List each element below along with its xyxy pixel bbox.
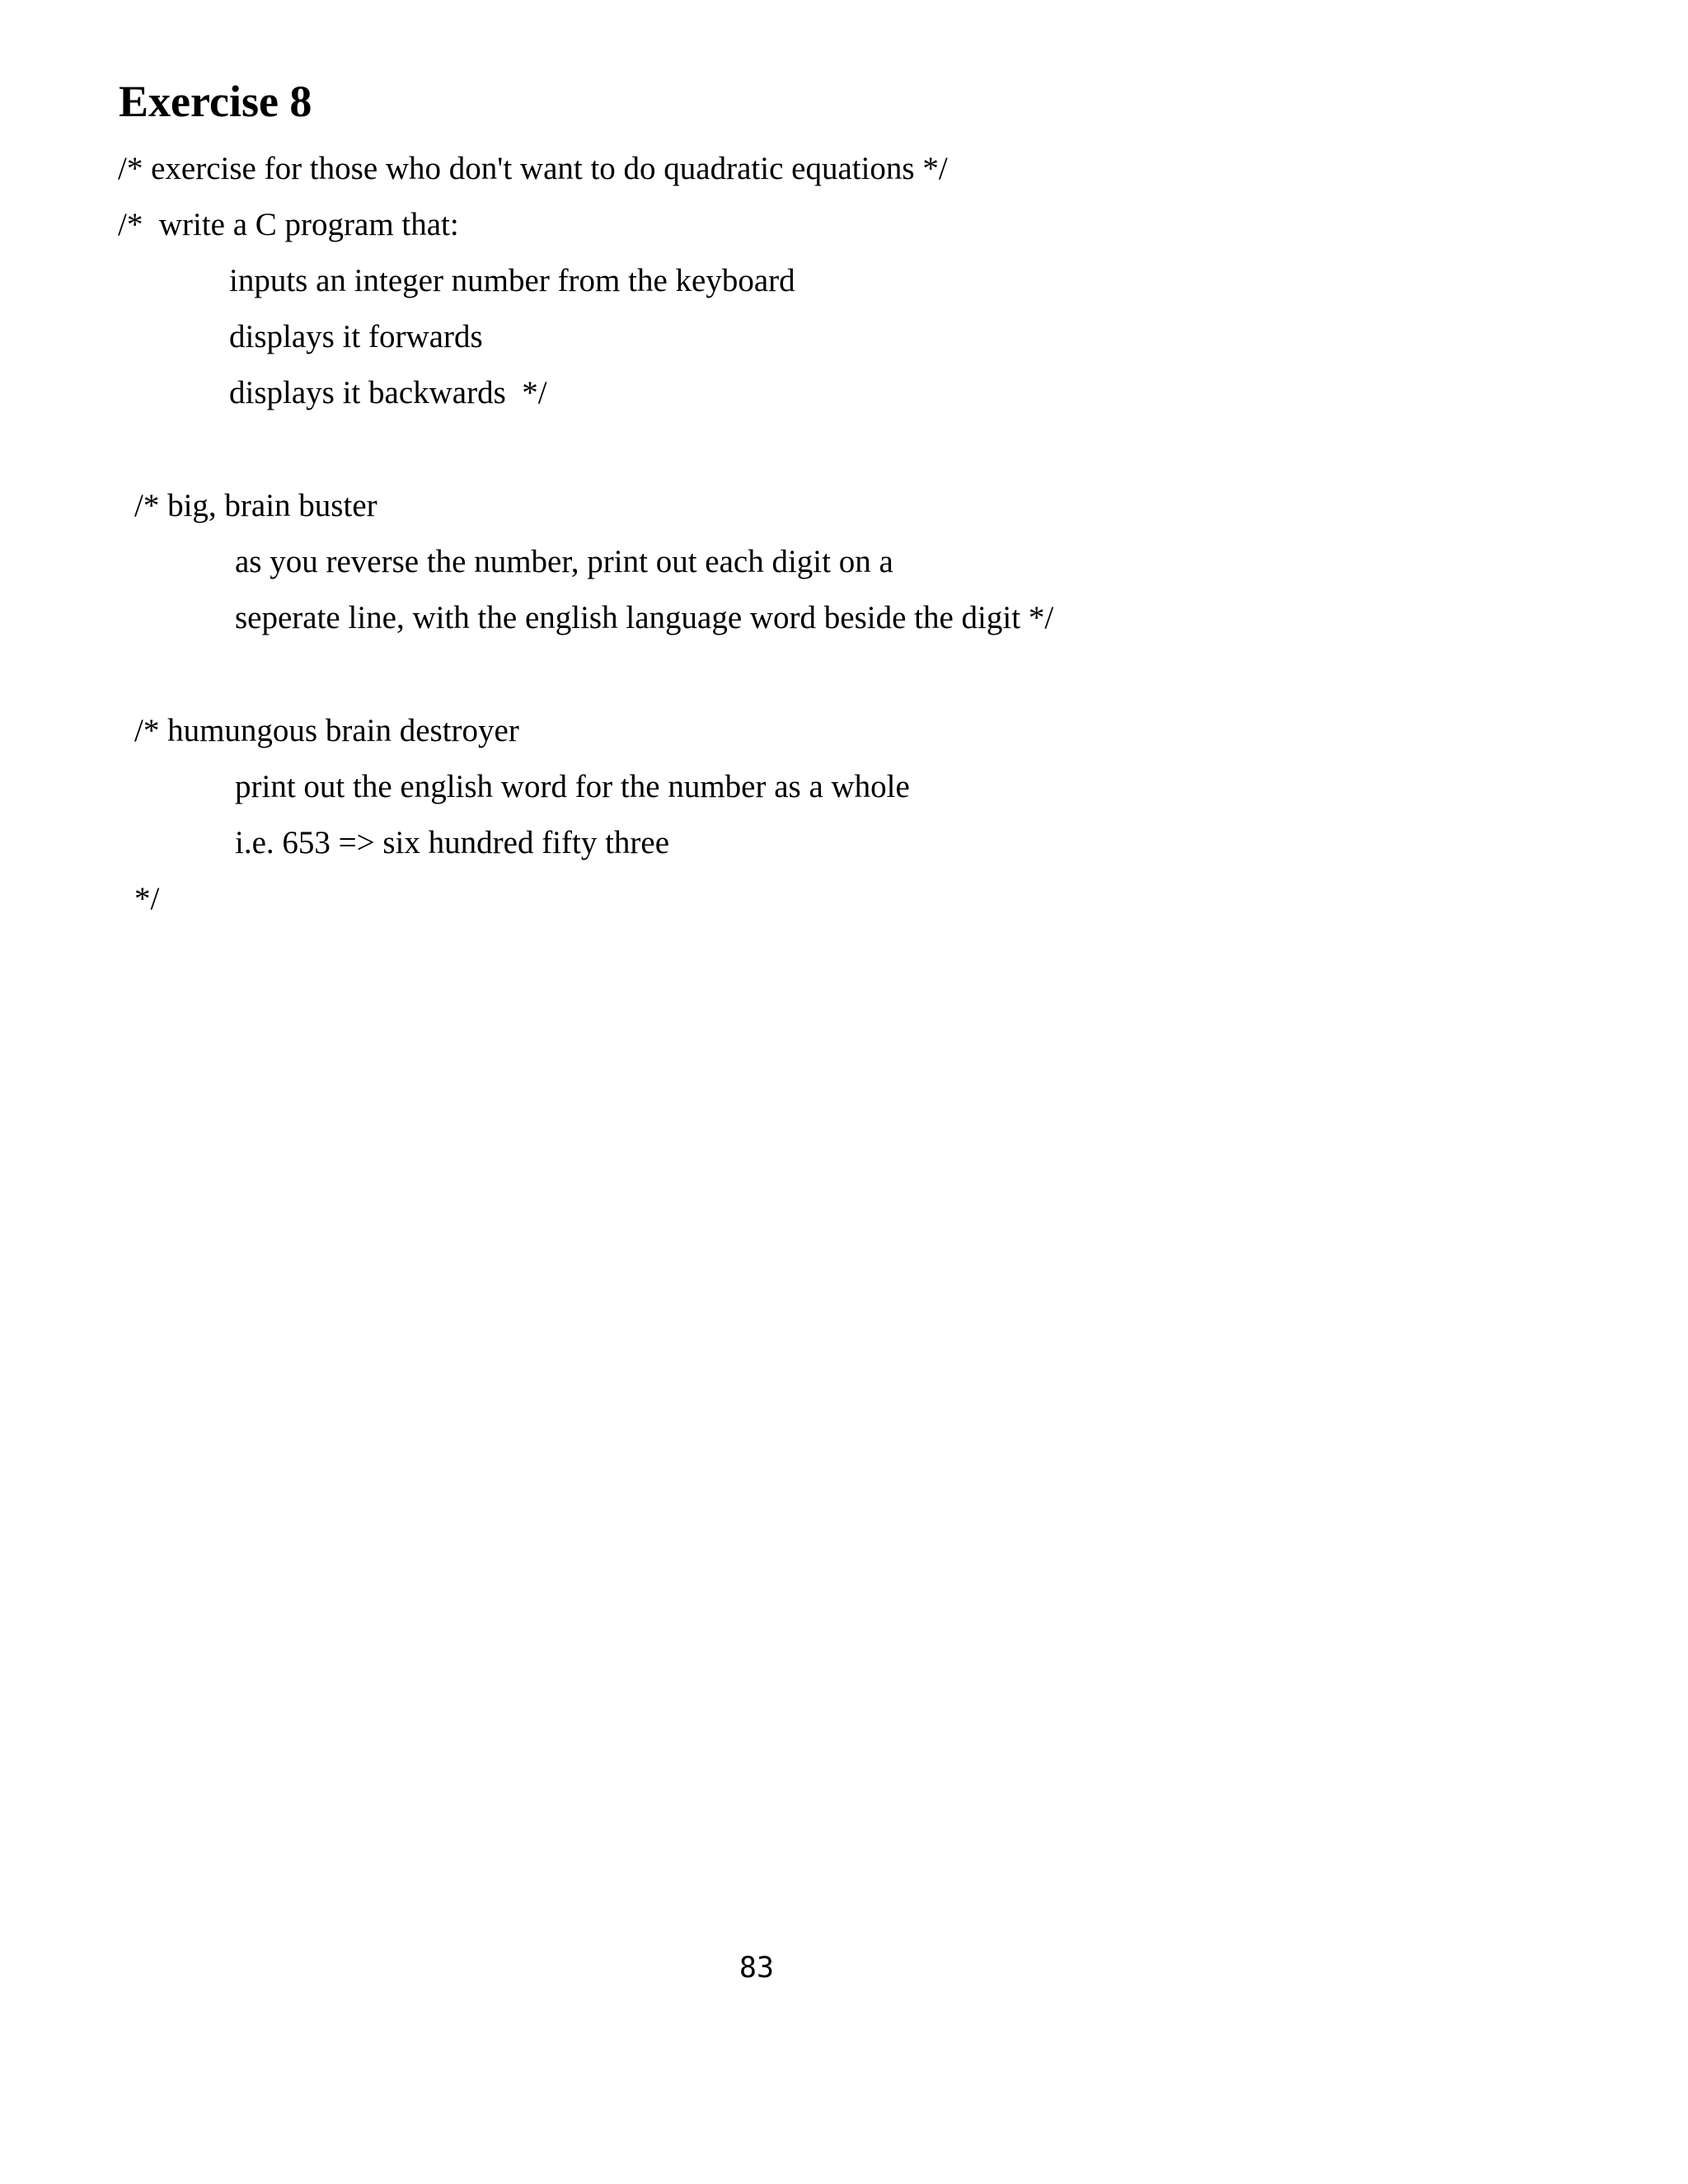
comment-line-intro: /* exercise for those who don't want to do quadratic equations */ xyxy=(118,151,948,186)
comment-close: */ xyxy=(134,881,160,916)
exercise-title: Exercise 8 xyxy=(119,77,312,126)
brain-buster-detail-1: as you reverse the number, print out each digit on a xyxy=(235,544,893,579)
comment-line-task: /* write a C program that: xyxy=(118,207,459,242)
task-step-forwards: displays it forwards xyxy=(229,319,483,354)
brain-destroyer-detail-1: print out the english word for the number as a whole xyxy=(235,769,910,804)
brain-buster-detail-2: seperate line, with the english language word beside the digit */ xyxy=(235,600,1054,635)
brain-destroyer-example: i.e. 653 => six hundred fifty three xyxy=(235,825,670,860)
task-step-input: inputs an integer number from the keyboard xyxy=(229,263,795,298)
page-number: 83 xyxy=(738,1952,775,1985)
comment-line-brain-buster: /* big, brain buster xyxy=(134,488,377,523)
task-step-backwards: displays it backwards */ xyxy=(229,375,547,410)
comment-line-brain-destroyer: /* humungous brain destroyer xyxy=(134,713,519,748)
